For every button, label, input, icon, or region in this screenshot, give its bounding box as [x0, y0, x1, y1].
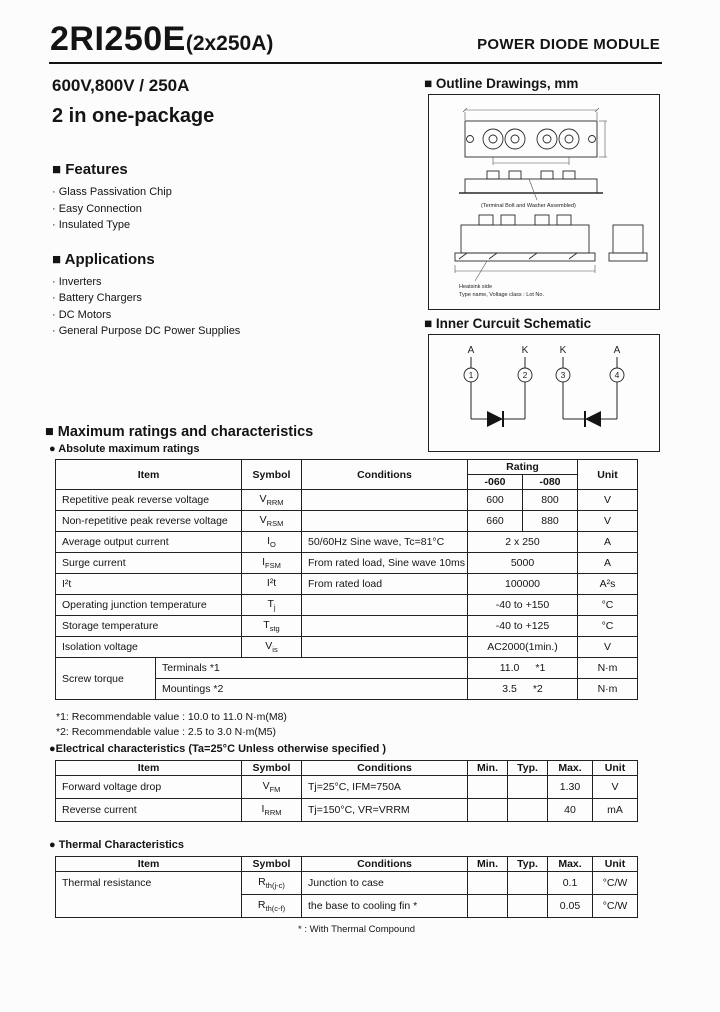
header-rating-080: -080: [523, 475, 578, 490]
header-symbol: Symbol: [242, 460, 302, 490]
abs-max-subtitle: ● Absolute maximum ratings: [49, 443, 200, 455]
terminal-number: 2: [522, 370, 528, 380]
features-list: [52, 184, 412, 234]
conditions-cell: [302, 616, 468, 637]
rating-cell: 2 x 250: [468, 532, 578, 553]
conditions-cell: [302, 637, 468, 658]
header-item: Item: [56, 761, 242, 776]
rating-cell: -40 to +150: [468, 595, 578, 616]
application-item: · Battery Chargers: [52, 292, 142, 304]
item-cell: Thermal resistance: [56, 872, 242, 918]
min-cell: [468, 895, 508, 918]
header-rating-060: -060: [468, 475, 523, 490]
header-item: Item: [56, 460, 242, 490]
outline-dimension-lines: [463, 108, 607, 165]
feature-item: · Easy Connection: [52, 202, 142, 215]
max-cell: 1.30: [548, 776, 593, 799]
feature-item: · Glass Passivation Chip: [52, 186, 172, 198]
header-typ: Typ.: [508, 857, 548, 872]
outline-note-heatsink: Heatsink side: [459, 284, 493, 290]
item-cell: Screw torque: [56, 658, 156, 700]
min-cell: [468, 776, 508, 799]
header-typ: Typ.: [508, 761, 548, 776]
rating-060-cell: 660: [468, 511, 523, 532]
symbol-cell: $V_{RRM}$: [242, 490, 302, 511]
table-row: [56, 532, 638, 553]
rating-080-cell: 880: [523, 511, 578, 532]
min-cell: [468, 799, 508, 822]
voltage-current-summary: 600V,800V / 250A: [52, 76, 190, 95]
applications-list: [52, 274, 412, 340]
max-ratings-table: [55, 459, 638, 700]
thermal-characteristics-title: ● Thermal Characteristics: [49, 839, 185, 851]
header-min: Min.: [468, 761, 508, 776]
conditions-cell: 50/60Hz Sine wave, Tc=81°C: [302, 532, 468, 553]
product-type: POWER DIODE MODULE: [477, 36, 660, 53]
unit-cell: N·m: [578, 679, 638, 700]
part-suffix: (2x250A): [185, 32, 274, 55]
conditions-cell: Tj=150°C, VR=VRRM: [302, 799, 468, 822]
conditions-cell: [302, 511, 468, 532]
typ-cell: [508, 776, 548, 799]
diode-symbol: [487, 411, 503, 427]
header-item: Item: [56, 857, 242, 872]
unit-cell: °C/W: [593, 895, 638, 918]
outline-front-view: [455, 215, 647, 281]
terminal-label: A: [613, 345, 621, 356]
symbol-cell: $T_{stg}$: [242, 616, 302, 637]
rating-cell: 5000: [468, 553, 578, 574]
header-conditions: Conditions: [302, 857, 468, 872]
part-number: 2RI250E: [50, 20, 186, 58]
unit-cell: A: [578, 553, 638, 574]
left-column: [52, 76, 412, 340]
unit-cell: N·m: [578, 658, 638, 679]
symbol-cell: $V_{RSM}$: [242, 511, 302, 532]
item-cell: Storage temperature: [56, 616, 242, 637]
electrical-characteristics-table: [55, 760, 638, 822]
table-row: [56, 872, 638, 895]
typ-cell: [508, 872, 548, 895]
outline-drawing-svg: [429, 95, 659, 309]
unit-cell: A²s: [578, 574, 638, 595]
table-row: [56, 799, 638, 822]
outline-note-marking: Type name, Voltage class : Lot No.: [459, 292, 544, 298]
electrical-characteristics-title: ●Electrical characteristics (Ta=25°C Unless otherwise specified ): [49, 743, 387, 755]
unit-cell: V: [578, 490, 638, 511]
diode-symbol: [585, 411, 601, 427]
conditions-cell: From rated load: [302, 574, 468, 595]
conditions-cell: From rated load, Sine wave 10ms: [302, 553, 468, 574]
table-row: [56, 776, 638, 799]
table-row: [56, 511, 638, 532]
item-cell: Surge current: [56, 553, 242, 574]
item-cell: Non-repetitive peak reverse voltage: [56, 511, 242, 532]
table-row: [56, 658, 638, 679]
thermal-characteristics-table: [55, 856, 638, 918]
terminal-label: K: [559, 345, 567, 356]
header-symbol: Symbol: [242, 857, 302, 872]
outline-note-terminal: (Terminal Bolt and Washer Assembled): [481, 203, 576, 209]
terminal-number: 4: [614, 370, 620, 380]
screw-label-cell: Mountings *2: [156, 679, 468, 700]
unit-cell: °C: [578, 616, 638, 637]
header-conditions: Conditions: [302, 460, 468, 490]
symbol-cell: $R_{th(j-c)}$: [242, 872, 302, 895]
header-unit: Unit: [578, 460, 638, 490]
applications-title: ■ Applications: [52, 250, 155, 268]
conditions-cell: Tj=25°C, IFM=750A: [302, 776, 468, 799]
table-row: [56, 616, 638, 637]
application-item: · Inverters: [52, 275, 102, 288]
header: [50, 20, 662, 59]
circuit-schematic: [428, 334, 660, 452]
symbol-cell: $R_{th(c-f)}$: [242, 895, 302, 918]
symbol-cell: $I_{RRM}$: [242, 799, 302, 822]
screw-label-cell: Terminals *1: [156, 658, 468, 679]
unit-cell: °C/W: [593, 872, 638, 895]
circuit-schematic-svg: [429, 335, 659, 451]
thermal-table-footnote: * : With Thermal Compound: [298, 924, 416, 935]
header-rating: Rating: [468, 460, 578, 475]
max-cell: 0.05: [548, 895, 593, 918]
terminal-label: A: [467, 345, 475, 356]
item-cell: Reverse current: [56, 799, 242, 822]
symbol-cell: I²t: [242, 574, 302, 595]
item-cell: Average output current: [56, 532, 242, 553]
conditions-cell: the base to cooling fin *: [302, 895, 468, 918]
typ-cell: [508, 799, 548, 822]
rating-cell: 11.0 *1: [468, 658, 578, 679]
outline-top-view: [465, 121, 597, 157]
table-row: [56, 595, 638, 616]
circuit-schematic-title: ■ Inner Curcuit Schematic: [424, 316, 592, 331]
max-ratings-title: ■ Maximum ratings and characteristics: [45, 424, 314, 440]
terminal-number: 1: [468, 370, 474, 380]
symbol-cell: $I_{FSM}$: [242, 553, 302, 574]
header-unit: Unit: [593, 761, 638, 776]
unit-cell: °C: [578, 595, 638, 616]
unit-cell: A: [578, 532, 638, 553]
footnote: *2: Recommendable value : 2.5 to 3.0 N·m(M5): [56, 725, 277, 738]
header-unit: Unit: [593, 857, 638, 872]
header-symbol: Symbol: [242, 761, 302, 776]
unit-cell: V: [593, 776, 638, 799]
rating-cell: 3.5 *2: [468, 679, 578, 700]
unit-cell: V: [578, 511, 638, 532]
terminal-numbers: [464, 368, 624, 382]
item-cell: Operating junction temperature: [56, 595, 242, 616]
circuit-wires: [468, 357, 617, 419]
application-item: · DC Motors: [52, 308, 112, 321]
terminal-number: 3: [560, 370, 566, 380]
rating-060-cell: 600: [468, 490, 523, 511]
item-cell: Repetitive peak reverse voltage: [56, 490, 242, 511]
rating-cell: 100000: [468, 574, 578, 595]
feature-item: · Insulated Type: [52, 219, 131, 231]
table-row: [56, 490, 638, 511]
conditions-cell: [302, 490, 468, 511]
symbol-cell: $V_{is}$: [242, 637, 302, 658]
max-cell: 0.1: [548, 872, 593, 895]
table-row: [56, 637, 638, 658]
rating-080-cell: 800: [523, 490, 578, 511]
header-rule: [49, 62, 662, 64]
terminal-label: K: [521, 345, 529, 356]
symbol-cell: $I_O$: [242, 532, 302, 553]
max-table-footnotes: [56, 710, 287, 739]
outline-side-view: [459, 171, 603, 200]
table-header-row: [56, 761, 638, 776]
rating-cell: -40 to +125: [468, 616, 578, 637]
symbol-cell: $V_{FM}$: [242, 776, 302, 799]
unit-cell: V: [578, 637, 638, 658]
outline-drawings-title: ■ Outline Drawings, mm: [424, 76, 579, 91]
table-header-row: [56, 857, 638, 872]
features-title: ■ Features: [52, 161, 128, 178]
symbol-cell: $T_j$: [242, 595, 302, 616]
item-cell: Forward voltage drop: [56, 776, 242, 799]
table-row: [56, 553, 638, 574]
rating-cell: AC2000(1min.): [468, 637, 578, 658]
header-max: Max.: [548, 761, 593, 776]
header-conditions: Conditions: [302, 761, 468, 776]
min-cell: [468, 872, 508, 895]
header-max: Max.: [548, 857, 593, 872]
conditions-cell: Junction to case: [302, 872, 468, 895]
typ-cell: [508, 895, 548, 918]
header-min: Min.: [468, 857, 508, 872]
max-cell: 40: [548, 799, 593, 822]
outline-drawing: [428, 94, 660, 310]
unit-cell: mA: [593, 799, 638, 822]
footnote: *1: Recommendable value : 10.0 to 11.0 N·m(M8): [56, 711, 287, 723]
table-header-row: [56, 460, 638, 475]
table-row: [56, 574, 638, 595]
application-item: · General Purpose DC Power Supplies: [52, 325, 241, 337]
item-cell: I²t: [56, 574, 242, 595]
package-summary: 2 in one-package: [52, 105, 215, 127]
item-cell: Isolation voltage: [56, 637, 242, 658]
conditions-cell: [302, 595, 468, 616]
